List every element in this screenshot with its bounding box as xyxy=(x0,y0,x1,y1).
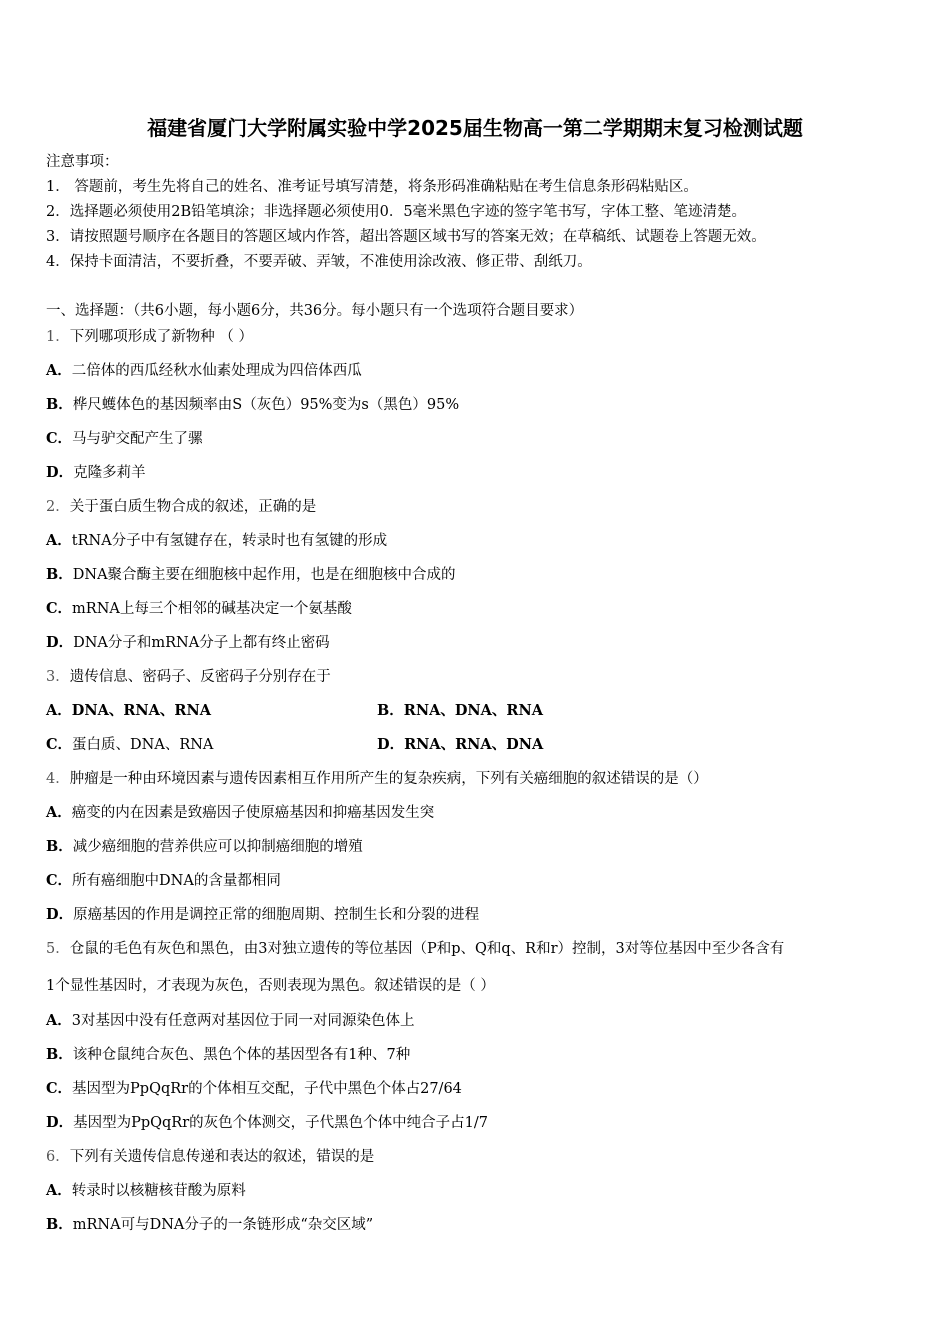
option-text: tRNA分子中有氢键存在，转录时也有氢键的形成 xyxy=(71,533,388,549)
question-number: 5． xyxy=(46,941,70,957)
option-label: A． xyxy=(46,804,72,821)
section-heading: 一、选择题：（共6小题，每小题6分，共36分。每小题只有一个选项符合题目要求） xyxy=(46,303,584,319)
question-6-option-b xyxy=(46,1215,373,1235)
question-number: 4． xyxy=(46,771,70,787)
option-label: B． xyxy=(46,566,73,583)
option-text: 减少癌细胞的营养供应可以抑制癌细胞的增殖 xyxy=(72,839,363,855)
question-3-option-d xyxy=(377,735,543,755)
option-text: 桦尺蠖体色的基因频率由S（灰色）95%变为s（黑色）95% xyxy=(72,397,460,413)
option-label: D． xyxy=(46,464,74,481)
option-label: B． xyxy=(377,702,404,719)
question-3-option-a xyxy=(46,701,211,721)
option-label: C． xyxy=(46,430,73,447)
option-label: C． xyxy=(46,1080,73,1097)
notice-item-3: 3．请按照题号顺序在各题目的答题区域内作答，超出答题区域书写的答案无效；在草稿纸、试题卷上答题无效。 xyxy=(46,229,766,245)
question-5-option-c xyxy=(46,1079,462,1099)
option-label: D． xyxy=(46,906,74,923)
option-label: B． xyxy=(46,396,73,413)
option-text: 基因型为PpQqRr的灰色个体测交，子代黑色个体中纯合子占1/7 xyxy=(73,1115,488,1131)
question-3-option-c xyxy=(46,735,213,755)
question-number: 2． xyxy=(46,499,70,515)
option-label: C． xyxy=(46,600,73,617)
question-4-option-d xyxy=(46,905,479,925)
question-4 xyxy=(46,769,708,789)
option-text: 该种仓鼠纯合灰色、黑色个体的基因型各有1种、7种 xyxy=(72,1047,411,1063)
option-label: A． xyxy=(46,532,72,549)
option-label: D． xyxy=(377,736,405,753)
option-label: B． xyxy=(46,1216,73,1233)
question-5-option-a xyxy=(46,1011,415,1031)
option-text: 二倍体的西瓜经秋水仙素处理成为四倍体西瓜 xyxy=(71,363,362,379)
option-label: B． xyxy=(46,1046,73,1063)
question-3 xyxy=(46,667,331,687)
question-number: 6． xyxy=(46,1149,70,1165)
option-text: 癌变的内在因素是致癌因子使原癌基因和抑癌基因发生突 xyxy=(71,805,435,821)
option-label: C． xyxy=(46,736,73,753)
question-text: 关于蛋白质生物合成的叙述，正确的是 xyxy=(69,499,317,515)
notice-item-2: 2．选择题必须使用2B铅笔填涂；非选择题必须使用0．5毫米黑色字迹的签字笔书写，字体工整、笔迹清楚。 xyxy=(46,204,747,220)
question-1-option-d xyxy=(46,463,146,483)
question-2 xyxy=(46,497,316,517)
question-1 xyxy=(46,327,253,347)
question-5-option-d xyxy=(46,1113,488,1133)
option-label: D． xyxy=(46,634,74,651)
option-text: DNA分子和mRNA分子上都有终止密码 xyxy=(73,635,330,651)
option-text: mRNA可与DNA分子的一条链形成“杂交区域” xyxy=(72,1217,374,1233)
option-text: RNA、DNA、RNA xyxy=(403,702,543,719)
question-4-option-b xyxy=(46,837,363,857)
option-text: DNA、RNA、RNA xyxy=(71,702,211,719)
question-4-option-c xyxy=(46,871,281,891)
question-number: 3． xyxy=(46,669,70,685)
question-3-option-b xyxy=(377,701,543,721)
question-text: 肿瘤是一种由环境因素与遗传因素相互作用所产生的复杂疾病，下列有关癌细胞的叙述错误的是（） xyxy=(69,771,708,787)
option-text: 马与驴交配产生了骡 xyxy=(72,431,203,447)
option-text: 原癌基因的作用是调控正常的细胞周期、控制生长和分裂的进程 xyxy=(73,907,480,923)
option-text: 转录时以核糖核苷酸为原料 xyxy=(71,1183,246,1199)
option-label: D． xyxy=(46,1114,74,1131)
question-number: 1． xyxy=(46,329,70,345)
question-2-option-b xyxy=(46,565,456,585)
question-2-option-d xyxy=(46,633,330,653)
question-5 xyxy=(46,939,784,959)
option-label: A． xyxy=(46,702,72,719)
option-text: 克隆多莉羊 xyxy=(73,465,146,481)
question-1-option-b xyxy=(46,395,459,415)
option-text: DNA聚合酶主要在细胞核中起作用，也是在细胞核中合成的 xyxy=(72,567,456,583)
option-label: B． xyxy=(46,838,73,855)
option-text: 基因型为PpQqRr的个体相互交配，子代中黑色个体占27/64 xyxy=(72,1081,462,1097)
option-text: 所有癌细胞中DNA的含量都相同 xyxy=(72,873,281,889)
option-label: A． xyxy=(46,1012,72,1029)
question-2-option-a xyxy=(46,531,387,551)
option-label: A． xyxy=(46,362,72,379)
question-2-option-c xyxy=(46,599,352,619)
option-label: C． xyxy=(46,872,73,889)
question-6 xyxy=(46,1147,374,1167)
notice-heading: 注意事项： xyxy=(46,154,119,170)
question-text: 仓鼠的毛色有灰色和黑色，由3对独立遗传的等位基因（P和p、Q和q、R和r）控制，3对等位基因中至少各含有 xyxy=(69,941,785,957)
question-text: 下列哪项形成了新物种 （ ） xyxy=(69,329,253,345)
option-text: mRNA上每三个相邻的碱基决定一个氨基酸 xyxy=(72,601,352,617)
option-text: 蛋白质、DNA、RNA xyxy=(72,737,214,753)
question-text: 下列有关遗传信息传递和表达的叙述，错误的是 xyxy=(69,1149,375,1165)
option-text: 3对基因中没有任意两对基因位于同一对同源染色体上 xyxy=(71,1013,415,1029)
question-text: 遗传信息、密码子、反密码子分别存在于 xyxy=(69,669,331,685)
question-4-option-a xyxy=(46,803,434,823)
option-label: A． xyxy=(46,1182,72,1199)
option-text: RNA、RNA、DNA xyxy=(404,736,544,753)
question-5-option-b xyxy=(46,1045,410,1065)
notice-item-1: 1． 答题前，考生先将自己的姓名、准考证号填写清楚，将条形码准确粘贴在考生信息条形码粘贴区。 xyxy=(46,179,698,195)
question-1-option-a xyxy=(46,361,362,381)
document-title: 福建省厦门大学附属实验中学2025届生物高一第二学期期末复习检测试题 xyxy=(147,116,803,140)
question-5-continued: 1个显性基因时，才表现为灰色，否则表现为黑色。叙述错误的是（ ） xyxy=(46,978,495,994)
notice-item-4: 4．保持卡面清洁，不要折叠，不要弄破、弄皱，不准使用涂改液、修正带、刮纸刀。 xyxy=(46,254,592,270)
question-6-option-a xyxy=(46,1181,246,1201)
question-1-option-c xyxy=(46,429,203,449)
